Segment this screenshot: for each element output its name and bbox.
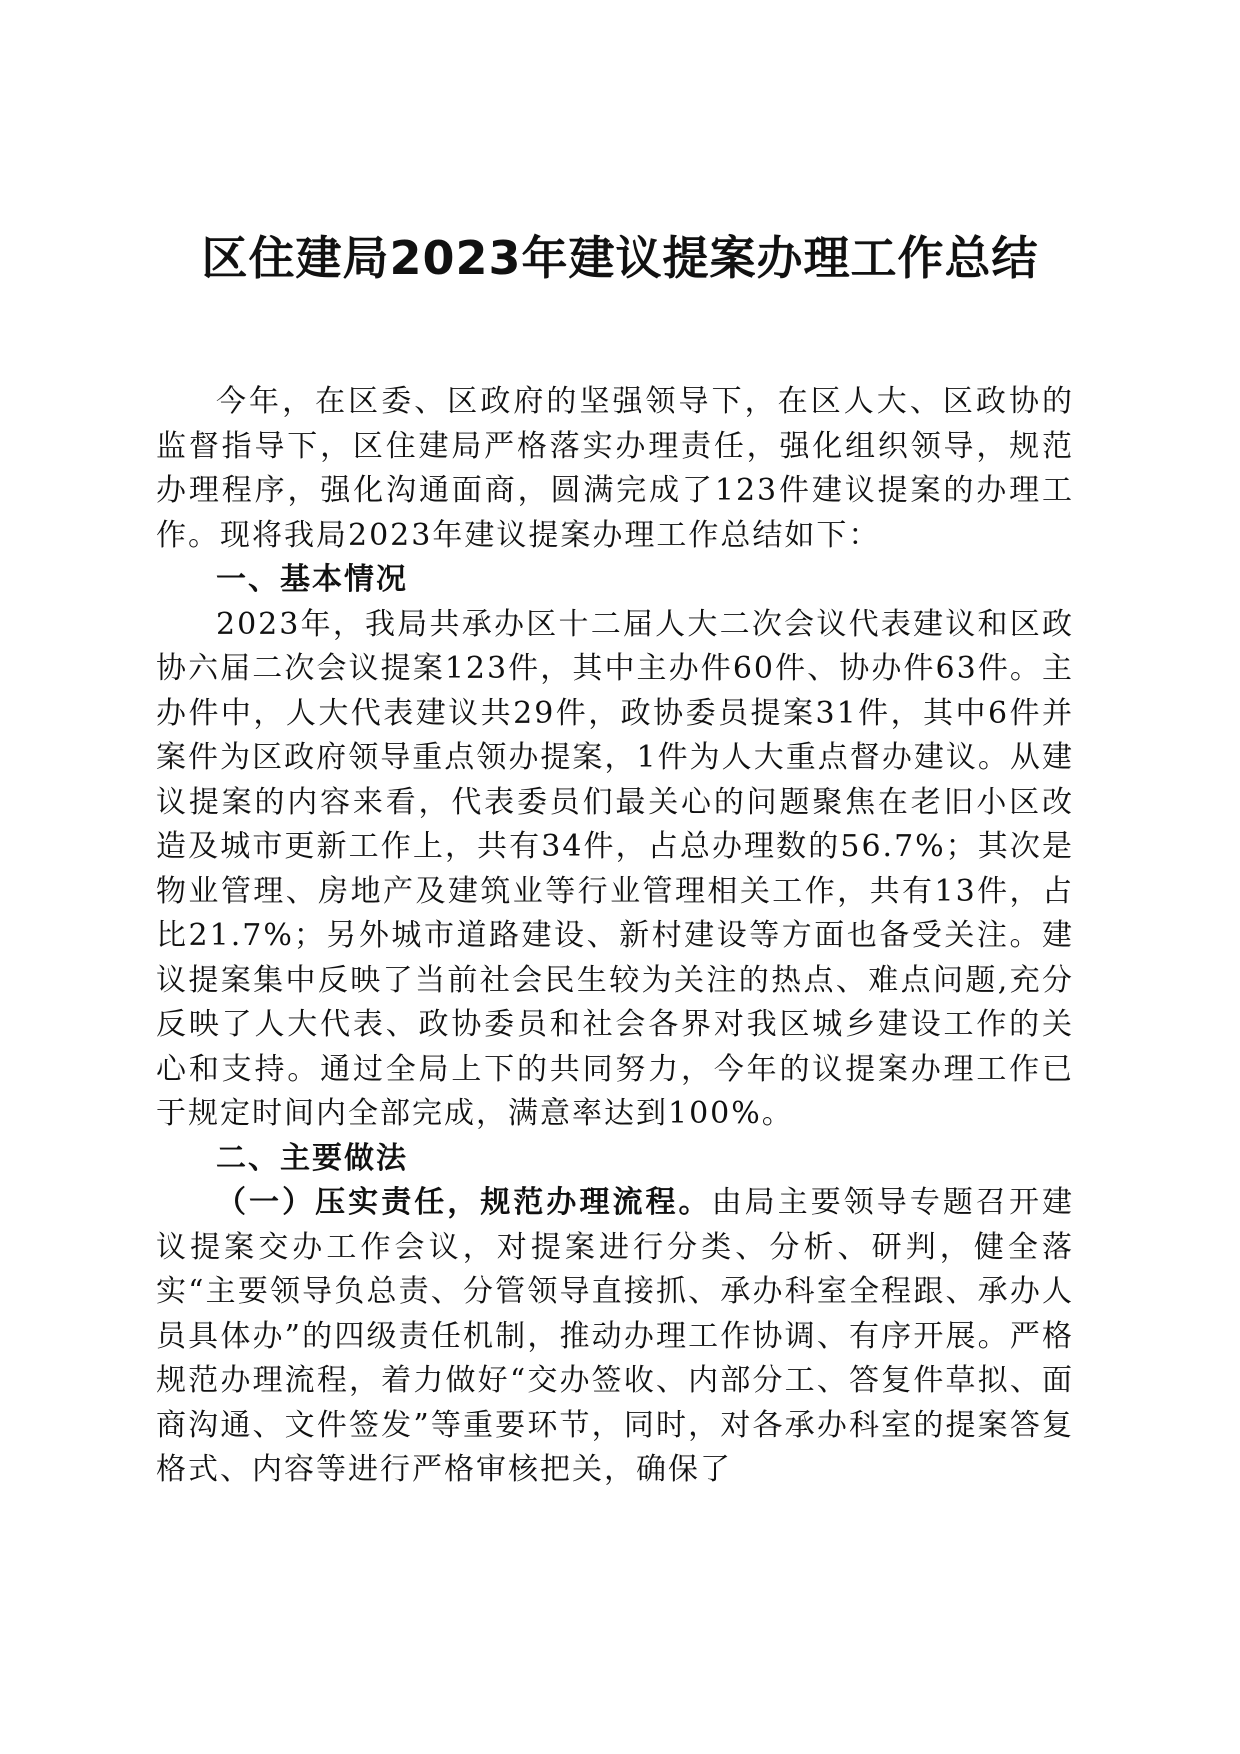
intro-paragraph: 今年，在区委、区政府的坚强领导下，在区人大、区政协的监督指导下，区住建局严格落实办理责任，强化组织领导，规范办理程序，强化沟通面商，圆满完成了123件建议提案的办理工作。现将我局2023年建议提案办理工作总结如下： bbox=[156, 384, 1074, 553]
document-title: 区住建局2023年建议提案办理工作总结 bbox=[201, 231, 1039, 285]
main-practices-paragraph-1 bbox=[156, 1181, 1074, 1493]
section-heading-basic-situation: 一、基本情况 bbox=[216, 562, 408, 597]
subsection-text-1: 由局主要领导专题召开建议提案交办工作会议，对提案进行分类、分析、研判，健全落实“主要领导负总责、分管领导直接抓、承办科室全程跟、承办人员具体办”的四级责任机制，推动办理工作协调、有序开展。严格规范办理流程，着力做好“交办签收、内部分工、答复件草拟、面商沟通、文件签发”等重要环节，同时，对各承办科室的提案答复格式、内容等进行严格审核把关，确保了 bbox=[156, 1185, 1075, 1487]
document-body bbox=[156, 380, 1074, 1493]
basic-situation-paragraph: 2023年，我局共承办区十二届人大二次会议代表建议和区政协六届二次会议提案123件，其中主办件60件、协办件63件。主办件中，人大代表建议共29件，政协委员提案31件，其中6件并案件为区政府领导重点领办提案，1件为人大重点督办建议。从建议提案的内容来看，代表委员们最关心的问题聚焦在老旧小区改造及城市更新工作上，共有34件，占总办理数的56.7%；其次是物业管理、房地产及建筑业等行业管理相关工作，共有13件，占比21.7%；另外城市道路建设、新村建设等方面也备受关注。建议提案集中反映了当前社会民生较为关注的热点、难点问题,充分反映了人大代表、政协委员和社会各界对我区城乡建设工作的关心和支持。通过全局上下的共同努力，今年的议提案办理工作已于规定时间内全部完成，满意率达到100%。 bbox=[156, 606, 1074, 1131]
section-heading-main-practices: 二、主要做法 bbox=[216, 1140, 408, 1176]
subsection-lead-1: （一）压实责任，规范办理流程。 bbox=[216, 1185, 712, 1220]
